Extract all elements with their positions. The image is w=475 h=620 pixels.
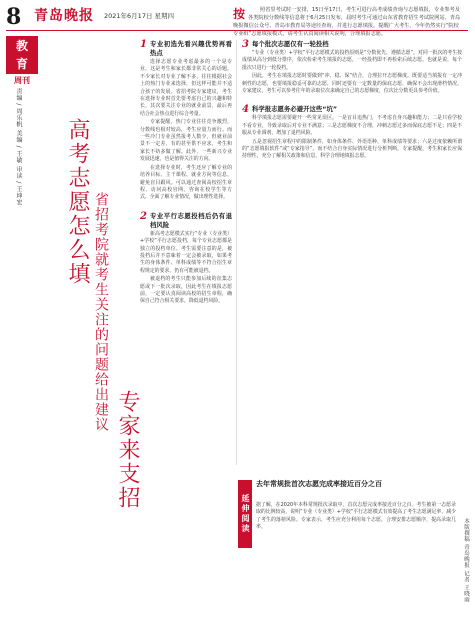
headline-subtitle: 省招考院就考生关注的问题给出建议 xyxy=(93,192,109,432)
newspaper-brand: 青岛晚报 xyxy=(34,8,94,24)
section-3-heading xyxy=(242,40,462,49)
section-1-para: 选择志愿专业考虑最多的一个是专业，这是考生和家长都非常关心的话题。不少家长对专业了解不多，往往根据社会上的热门专业来选择，但这样可能并不适合孩子的发展。省招考院专家建议，考生在选择专业时首先要考虑自己的兴趣和特长，其次要关注专业的就业前景，最后再结合社会热点进行综合考量。 xyxy=(140,59,232,117)
section-1-title: 专业初选先看兴趣优势再看热点 xyxy=(149,40,232,57)
section-2-number: 2 xyxy=(140,210,147,222)
section-1-number: 1 xyxy=(140,39,147,50)
section-4-para: 五是忽视招生章程中的限制条件，如身体条件、外语语种、单科成绩等要求；六是过度依赖所谓的“志愿填报软件”或“专家指导”，而不结合自身实际情况进行分析判断。专家提醒，考生和家长应保持理性，充分了解相关政策和信息，科学合理地填报志愿。 xyxy=(242,138,462,160)
issue-date: 2021年6月17日 星期四 xyxy=(104,12,175,20)
badge-char-1: 教 xyxy=(15,39,28,53)
section-badge xyxy=(6,36,38,74)
column-right xyxy=(242,40,462,161)
section-3-para: “专业（专业类）+学校”平行志愿模式的投档原则是“分数优先、遵循志愿”。对同一批次的考生按成绩从高分到低分排序，依次检索考生填报的志愿，一经投档即不再检索后续志愿。也就是说，每个批次只进行一轮投档。 xyxy=(242,50,462,71)
badge-char-2: 育 xyxy=(15,57,28,71)
section-3-para: 因此，考生在填报志愿时要做到“冲、稳、保”结合，合理拉开志愿梯度。既要适当填报有一定冲刺性的志愿，也要填报稳妥可靠的志愿，同时还要有一定数量的保底志愿，确保不会出现滑档情况。专家建议，考生可以参考往年的录取位次来确定自己的志愿梯度，位次比分数更具参考价值。 xyxy=(242,73,462,95)
section-weekly-label: 周刊 xyxy=(14,76,30,85)
section-1-heading xyxy=(140,40,232,58)
infobox-text: 据了解，在2020年本科常规批次录取中，首次志愿完成率接近百分之百。考生被第一志愿录取的比例较高，说明“专业（专业类）+学校”平行志愿模式有效提高了考生志愿满足率，减少了考生的落榜风险。专家表示，考生应充分利用每个志愿，合理安排志愿顺序，提高录取几率。 xyxy=(256,502,456,531)
section-2-heading xyxy=(140,212,232,230)
section-4-para: 科学填报志愿需要避开一些常见误区。一是盲目追热门，不考虑自身兴趣和能力；二是只看学校不看专业，导致录取后对专业不满意；三是志愿梯度不合理，冲刺志愿过多而保底志愿不足；四是不服从专业调剂，增加了退档风险。 xyxy=(242,115,462,137)
section-4-title: 科学报志愿务必避开这些“坑” xyxy=(251,105,338,114)
section-4-number: 4 xyxy=(242,104,249,116)
lead-quote-mark: 按 xyxy=(233,7,246,21)
section-1-para: 专家提醒，热门专业往往竞争激烈，分数线也相对较高，考生应量力而行。而一些冷门专业虽然报考人数少，但就业前景不一定差，有的甚至供不应求，考生和家长不妨多做了解。此外，一些新兴专业发展迅速，也是值得关注的方向。 xyxy=(140,119,232,163)
infobox-label: 延伸阅读 xyxy=(238,480,252,548)
page-number: 8 xyxy=(6,4,22,30)
lead-text: 照省里考试时一安排，15日至17日，考生可进行高考成绩查询与志愿填报，专业参考及各类院校分数线等信息将于6月25日发布，届时考生可通过山东省教育招生考试院网站、青岛晚报微信公众号、青岛市教育局等途径查询，并进行志愿填报。提醒广大考生，今年仍然实行“院校专业组”志愿填报模式，请考生认真阅读相关说明，合理填报志愿。 xyxy=(233,7,461,37)
headline-main-2: 专家来支招 xyxy=(115,390,140,510)
infobox-title: 去年常规批首次志愿完成率接近百分之百 xyxy=(256,480,382,488)
section-4-heading xyxy=(242,105,462,114)
headline-main: 高考志愿怎么填 xyxy=(65,118,90,286)
section-2-para: 新高考志愿模式实行“专业（专业类）+学校”平行志愿投档，每个专业志愿都是独立的投档单位。考生需要注意的是，被投档后并不意味着一定会被录取，如果考生的身体条件、单科成绩等不符合招生章程规定的要求，仍有可能被退档。 xyxy=(140,230,232,274)
section-2-title: 专业平行志愿投档后仍有退档风险 xyxy=(149,211,232,229)
section-3-title: 每个批次志愿仅有一轮投档 xyxy=(251,40,329,48)
column-divider xyxy=(236,40,237,465)
column-left xyxy=(140,40,232,306)
section-2-para: 被退档的考生只能参加后续的征集志愿或下一批次录取，因此考生在填报志愿前，一定要认真阅读高校的招生章程，确保自己符合相关要求，降低退档风险。 xyxy=(140,276,232,305)
editor-credit: 本版撰稿 青岛晚报 记者 王晓雨 xyxy=(463,518,469,603)
section-1-para: 在选择专业时，考生还应了解专业的培养目标、主干课程、就业方向等信息，避免盲目跟风。可以通过查阅高校招生章程、访问高校官网、咨询在校学生等方式，全面了解专业情况，做出理性选择。 xyxy=(140,164,232,201)
header-divider xyxy=(6,30,468,31)
section-3-number: 3 xyxy=(242,39,249,50)
credits-line: 责编 / 周乐帆 美编 / 王敏 审读 / 王坤宏 xyxy=(15,88,22,206)
